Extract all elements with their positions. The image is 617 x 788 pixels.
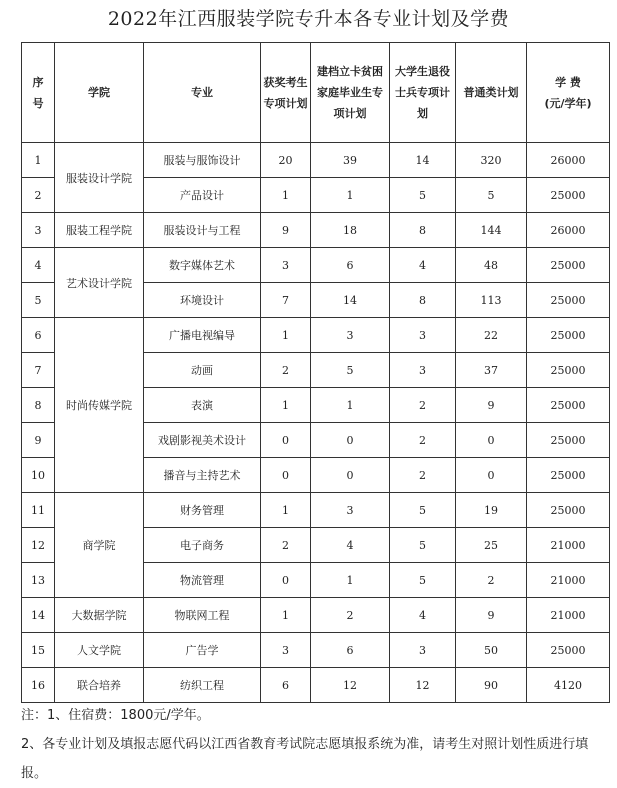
fee-cell: 25000 — [527, 353, 610, 388]
seq-cell: 8 — [22, 388, 55, 423]
seq-cell: 9 — [22, 423, 55, 458]
fee-cell: 26000 — [527, 213, 610, 248]
header-college: 学院 — [55, 43, 144, 143]
fee-cell: 21000 — [527, 528, 610, 563]
veteran-cell: 14 — [390, 143, 456, 178]
poor-cell: 1 — [311, 388, 390, 423]
major-cell: 广告学 — [144, 633, 261, 668]
fee-cell: 25000 — [527, 318, 610, 353]
general-cell: 22 — [456, 318, 527, 353]
poor-cell: 3 — [311, 318, 390, 353]
poor-cell: 0 — [311, 458, 390, 493]
poor-cell: 3 — [311, 493, 390, 528]
note-accommodation: 注：1、住宿费：1800元/学年。 — [21, 708, 210, 723]
college-cell: 时尚传媒学院 — [55, 318, 144, 493]
award-cell: 2 — [261, 528, 311, 563]
major-cell: 表演 — [144, 388, 261, 423]
fee-cell: 21000 — [527, 598, 610, 633]
seq-cell: 1 — [22, 143, 55, 178]
header-row — [22, 43, 610, 143]
seq-cell: 13 — [22, 563, 55, 598]
table-row — [22, 493, 610, 528]
general-cell: 144 — [456, 213, 527, 248]
major-cell: 环境设计 — [144, 283, 261, 318]
award-cell: 1 — [261, 388, 311, 423]
note-application-code: 2、各专业计划及填报志愿代码以江西省教育考试院志愿填报系统为准，请考生对照计划性质进行填报。 — [21, 737, 589, 781]
seq-cell: 14 — [22, 598, 55, 633]
major-cell: 电子商务 — [144, 528, 261, 563]
seq-cell: 16 — [22, 668, 55, 703]
major-cell: 财务管理 — [144, 493, 261, 528]
award-cell: 1 — [261, 598, 311, 633]
college-cell: 大数据学院 — [55, 598, 144, 633]
general-cell: 9 — [456, 388, 527, 423]
page-title: 2022年江西服装学院专升本各专业计划及学费 — [107, 8, 510, 30]
veteran-cell: 5 — [390, 493, 456, 528]
award-cell: 3 — [261, 633, 311, 668]
poor-cell: 2 — [311, 598, 390, 633]
college-cell: 联合培养 — [55, 668, 144, 703]
award-cell: 1 — [261, 178, 311, 213]
fee-cell: 21000 — [527, 563, 610, 598]
fee-cell: 25000 — [527, 283, 610, 318]
header-major: 专业 — [144, 43, 261, 143]
veteran-cell: 4 — [390, 598, 456, 633]
poor-cell: 6 — [311, 633, 390, 668]
general-cell: 0 — [456, 423, 527, 458]
poor-cell: 6 — [311, 248, 390, 283]
fee-cell: 25000 — [527, 388, 610, 423]
seq-cell: 6 — [22, 318, 55, 353]
veteran-cell: 8 — [390, 213, 456, 248]
fee-cell: 4120 — [527, 668, 610, 703]
major-cell: 纺织工程 — [144, 668, 261, 703]
fee-cell: 25000 — [527, 423, 610, 458]
award-cell: 1 — [261, 318, 311, 353]
award-cell: 0 — [261, 563, 311, 598]
award-cell: 1 — [261, 493, 311, 528]
table-row — [22, 248, 610, 283]
fee-cell: 25000 — [527, 458, 610, 493]
veteran-cell: 2 — [390, 423, 456, 458]
major-cell: 数字媒体艺术 — [144, 248, 261, 283]
general-cell: 2 — [456, 563, 527, 598]
header-poor-family-plan: 建档立卡贫困 家庭毕业生专 项计划 — [311, 43, 390, 143]
poor-cell: 1 — [311, 563, 390, 598]
table-row — [22, 598, 610, 633]
poor-cell: 18 — [311, 213, 390, 248]
seq-cell: 4 — [22, 248, 55, 283]
veteran-cell: 2 — [390, 388, 456, 423]
fee-cell: 26000 — [527, 143, 610, 178]
veteran-cell: 5 — [390, 563, 456, 598]
major-cell: 服装设计与工程 — [144, 213, 261, 248]
veteran-cell: 5 — [390, 528, 456, 563]
award-cell: 0 — [261, 423, 311, 458]
notes — [21, 701, 611, 788]
seq-cell: 11 — [22, 493, 55, 528]
college-cell: 商学院 — [55, 493, 144, 598]
fee-cell: 25000 — [527, 178, 610, 213]
header-tuition: 学 费 (元/学年) — [527, 43, 610, 143]
seq-cell: 12 — [22, 528, 55, 563]
veteran-cell: 4 — [390, 248, 456, 283]
major-cell: 戏剧影视美术设计 — [144, 423, 261, 458]
major-cell: 动画 — [144, 353, 261, 388]
poor-cell: 4 — [311, 528, 390, 563]
major-cell: 播音与主持艺术 — [144, 458, 261, 493]
major-cell: 产品设计 — [144, 178, 261, 213]
award-cell: 3 — [261, 248, 311, 283]
veteran-cell: 3 — [390, 353, 456, 388]
major-cell: 物联网工程 — [144, 598, 261, 633]
table-row — [22, 143, 610, 178]
fee-cell: 25000 — [527, 493, 610, 528]
general-cell: 320 — [456, 143, 527, 178]
college-cell: 服装工程学院 — [55, 213, 144, 248]
college-cell: 服装设计学院 — [55, 143, 144, 213]
veteran-cell: 3 — [390, 633, 456, 668]
veteran-cell: 8 — [390, 283, 456, 318]
header-veteran-plan: 大学生退役 士兵专项计 划 — [390, 43, 456, 143]
college-cell: 艺术设计学院 — [55, 248, 144, 318]
award-cell: 9 — [261, 213, 311, 248]
general-cell: 0 — [456, 458, 527, 493]
plan-table — [21, 42, 610, 703]
table-row — [22, 633, 610, 668]
veteran-cell: 3 — [390, 318, 456, 353]
award-cell: 6 — [261, 668, 311, 703]
table-row — [22, 213, 610, 248]
general-cell: 48 — [456, 248, 527, 283]
veteran-cell: 2 — [390, 458, 456, 493]
header-award-plan: 获奖考生 专项计划 — [261, 43, 311, 143]
seq-cell: 2 — [22, 178, 55, 213]
general-cell: 37 — [456, 353, 527, 388]
seq-cell: 3 — [22, 213, 55, 248]
fee-cell: 25000 — [527, 248, 610, 283]
general-cell: 25 — [456, 528, 527, 563]
poor-cell: 5 — [311, 353, 390, 388]
table-row — [22, 318, 610, 353]
general-cell: 19 — [456, 493, 527, 528]
general-cell: 50 — [456, 633, 527, 668]
major-cell: 物流管理 — [144, 563, 261, 598]
header-seq: 序 号 — [22, 43, 55, 143]
general-cell: 113 — [456, 283, 527, 318]
award-cell: 7 — [261, 283, 311, 318]
award-cell: 0 — [261, 458, 311, 493]
seq-cell: 5 — [22, 283, 55, 318]
general-cell: 90 — [456, 668, 527, 703]
poor-cell: 0 — [311, 423, 390, 458]
poor-cell: 14 — [311, 283, 390, 318]
fee-cell: 25000 — [527, 633, 610, 668]
poor-cell: 12 — [311, 668, 390, 703]
award-cell: 20 — [261, 143, 311, 178]
seq-cell: 10 — [22, 458, 55, 493]
college-cell: 人文学院 — [55, 633, 144, 668]
general-cell: 5 — [456, 178, 527, 213]
veteran-cell: 5 — [390, 178, 456, 213]
general-cell: 9 — [456, 598, 527, 633]
header-general-plan: 普通类计划 — [456, 43, 527, 143]
major-cell: 服装与服饰设计 — [144, 143, 261, 178]
seq-cell: 15 — [22, 633, 55, 668]
veteran-cell: 12 — [390, 668, 456, 703]
major-cell: 广播电视编导 — [144, 318, 261, 353]
poor-cell: 39 — [311, 143, 390, 178]
award-cell: 2 — [261, 353, 311, 388]
poor-cell: 1 — [311, 178, 390, 213]
table-row — [22, 668, 610, 703]
seq-cell: 7 — [22, 353, 55, 388]
